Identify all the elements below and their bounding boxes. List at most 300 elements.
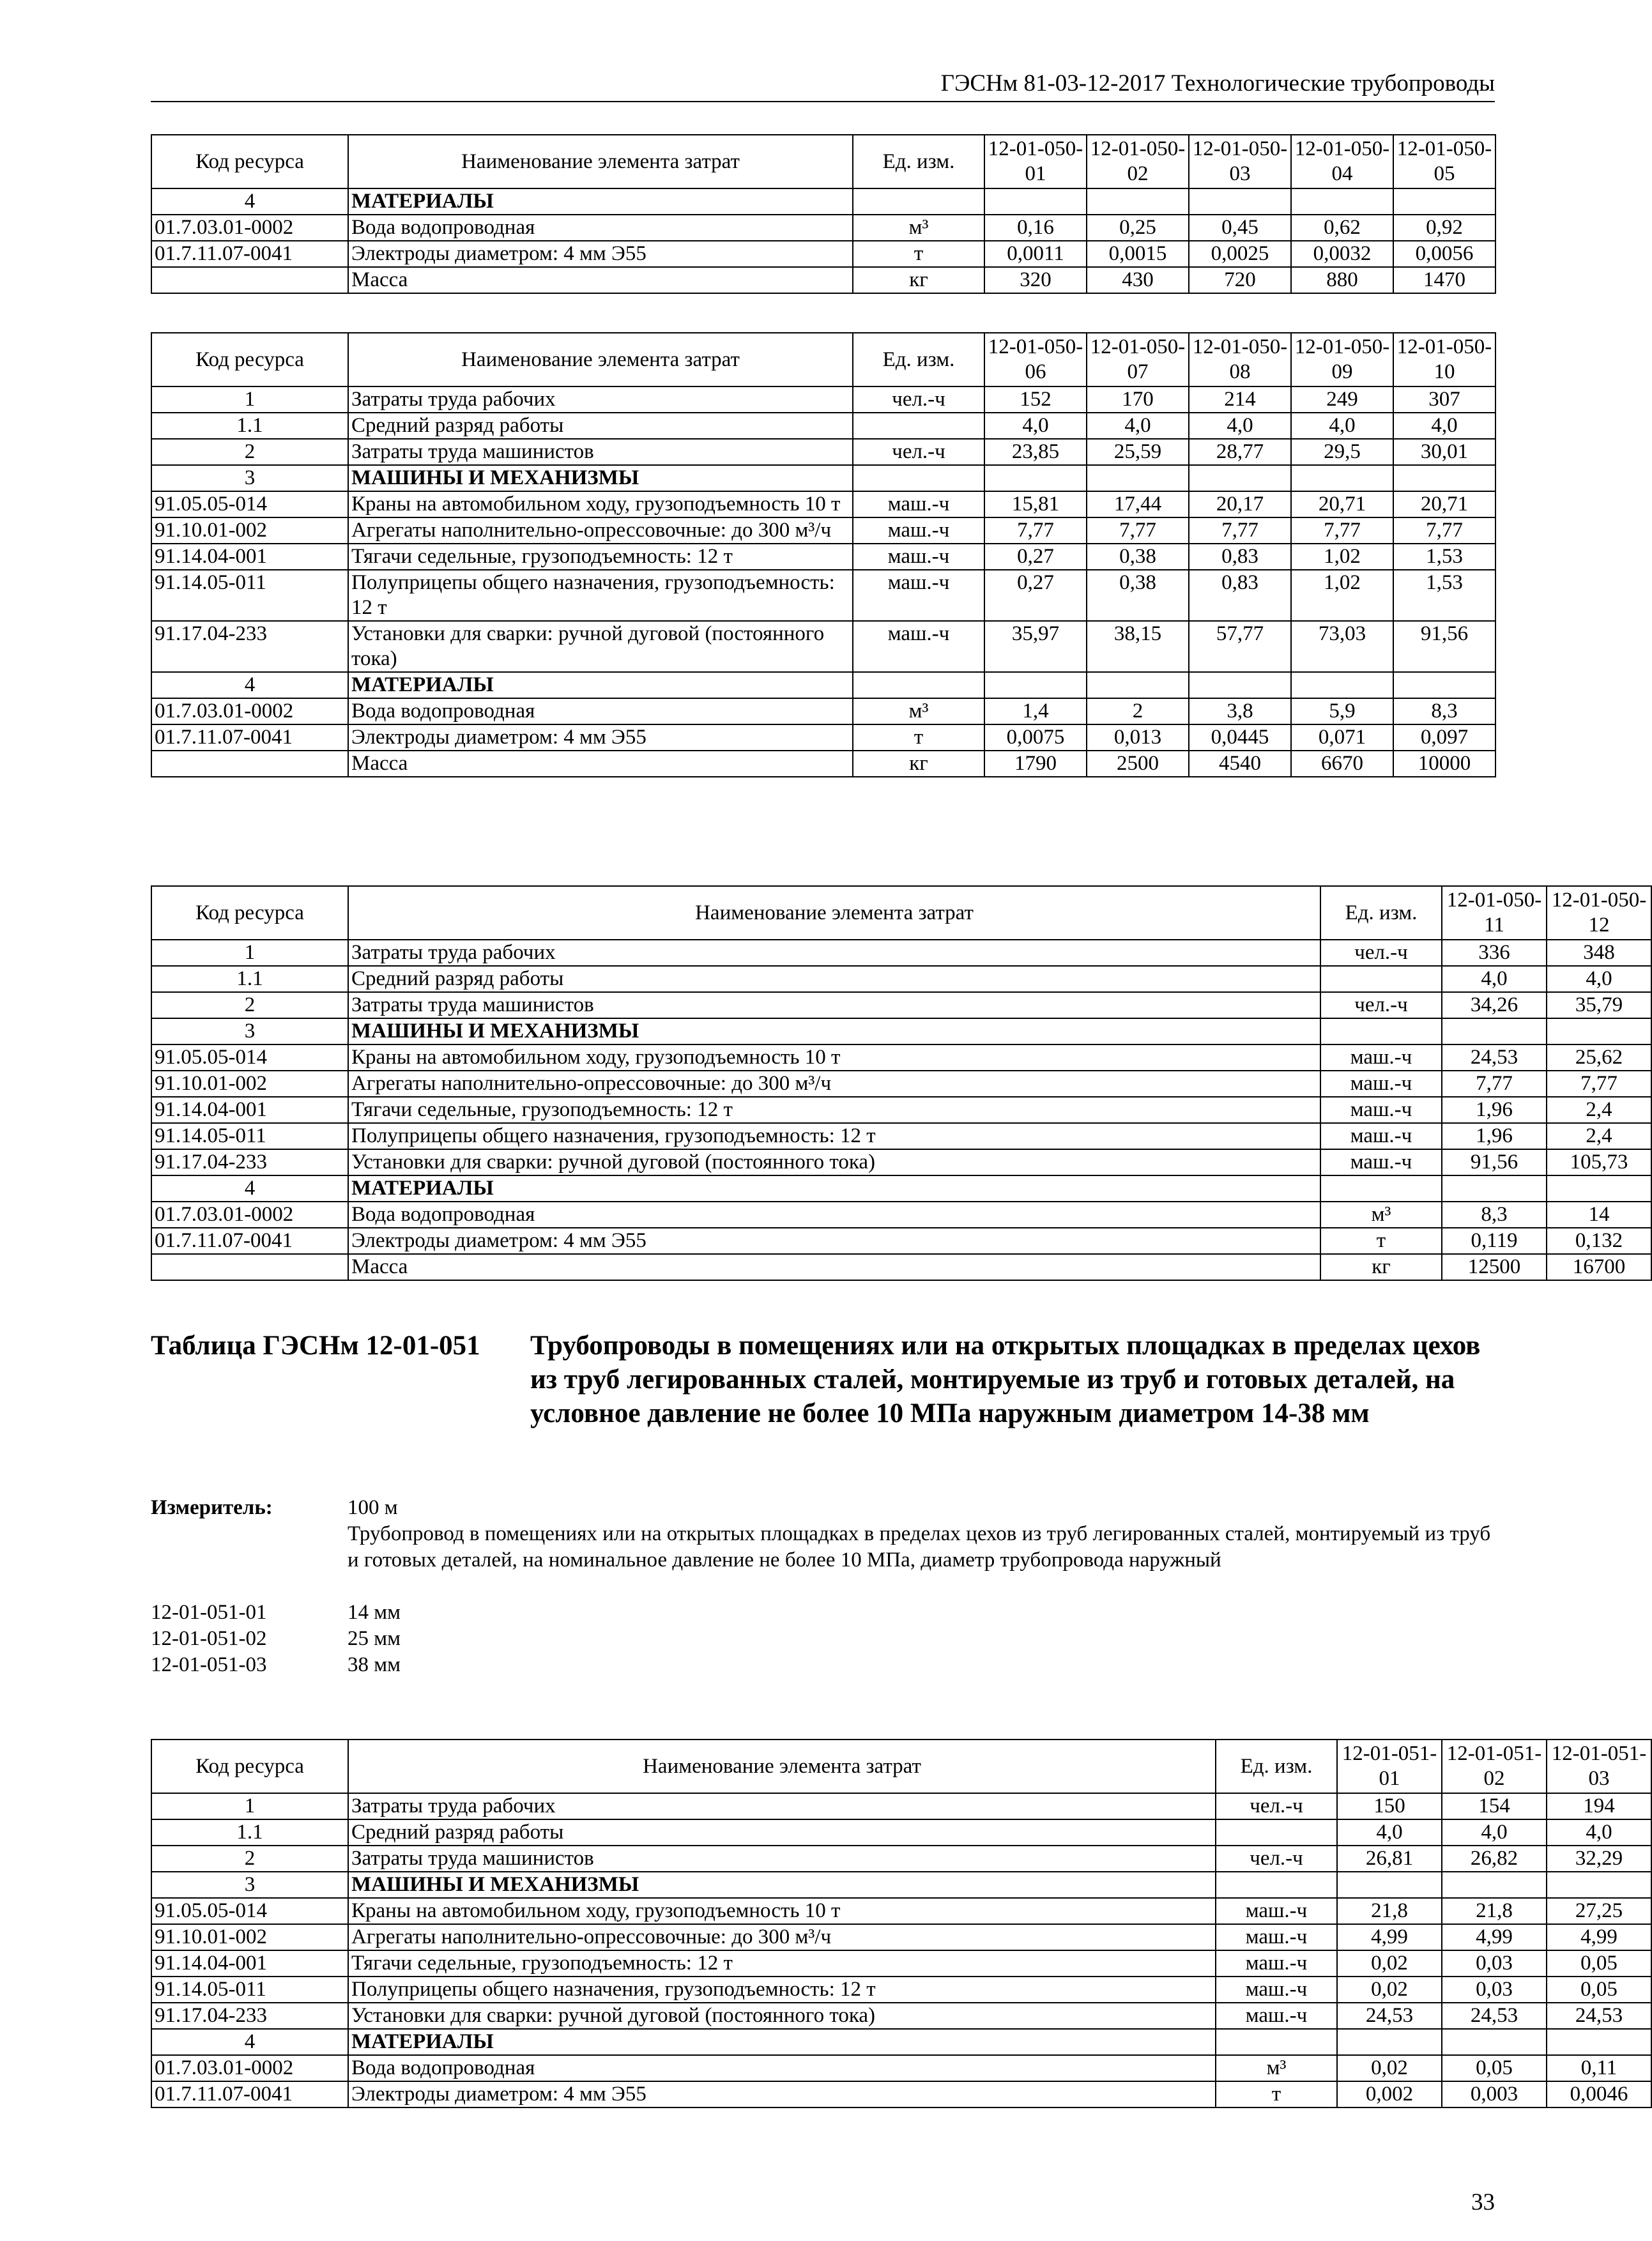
col-header-code-number: 12-01-050-10 — [1393, 333, 1495, 386]
row-value: 0,83 — [1189, 544, 1291, 570]
row-name: Краны на автомобильном ходу, грузоподъемность 10 т — [348, 491, 853, 517]
row-value: 0,16 — [984, 215, 1087, 241]
row-name: Средний разряд работы — [348, 1819, 1216, 1846]
row-code: 01.7.11.07-0041 — [151, 724, 348, 751]
row-code: 91.05.05-014 — [151, 1898, 348, 1924]
row-value: 25,59 — [1087, 439, 1189, 465]
row-value — [1393, 465, 1495, 491]
row-code: 01.7.03.01-0002 — [151, 2055, 348, 2081]
row-name: МАТЕРИАЛЫ — [348, 672, 853, 698]
row-value: 0,11 — [1547, 2055, 1651, 2081]
table-row — [151, 966, 1651, 992]
row-value: 0,0056 — [1393, 241, 1495, 267]
row-value: 4,0 — [1442, 966, 1547, 992]
table-row — [151, 491, 1495, 517]
table-row — [151, 413, 1495, 439]
row-unit: чел.-ч — [1216, 1846, 1337, 1872]
row-value: 105,73 — [1547, 1149, 1651, 1175]
table-row — [151, 1149, 1651, 1175]
row-name: Полуприцепы общего назначения, грузоподъемность: 12 т — [348, 1977, 1216, 2003]
row-unit: маш.-ч — [1216, 1977, 1337, 2003]
table-row — [151, 1123, 1651, 1149]
col-header-code-number: 12-01-050-02 — [1087, 135, 1189, 188]
row-value: 30,01 — [1393, 439, 1495, 465]
row-code: 91.10.01-002 — [151, 517, 348, 544]
row-value: 150 — [1337, 1793, 1442, 1819]
row-value: 73,03 — [1291, 621, 1393, 672]
col-header-code: Код ресурса — [151, 333, 348, 386]
table-row — [151, 724, 1495, 751]
row-value: 0,27 — [984, 544, 1087, 570]
row-value — [1393, 188, 1495, 215]
row-value — [1189, 465, 1291, 491]
meter-item-code: 12-01-051-02 — [151, 1627, 267, 1650]
table-row — [151, 1846, 1651, 1872]
row-unit: маш.-ч — [1216, 1898, 1337, 1924]
col-header-name: Наименование элемента затрат — [348, 135, 853, 188]
row-value: 32,29 — [1547, 1846, 1651, 1872]
meter-item-value: 25 мм — [348, 1627, 401, 1650]
row-value — [1393, 672, 1495, 698]
row-value: 20,71 — [1393, 491, 1495, 517]
row-value: 1,02 — [1291, 544, 1393, 570]
row-value: 0,119 — [1442, 1228, 1547, 1254]
row-value: 4,99 — [1442, 1924, 1547, 1950]
meter-label: Измеритель: — [151, 1496, 273, 1519]
col-header-code: Код ресурса — [151, 1740, 348, 1793]
row-value: 4,0 — [984, 413, 1087, 439]
row-value: 0,83 — [1189, 570, 1291, 621]
table-row — [151, 1071, 1651, 1097]
row-name: Агрегаты наполнительно-опрессовочные: до 300 м³/ч — [348, 1071, 1320, 1097]
row-unit: маш.-ч — [1320, 1123, 1442, 1149]
row-value: 0,002 — [1337, 2081, 1442, 2107]
row-name: Затраты труда машинистов — [348, 439, 853, 465]
row-value: 170 — [1087, 386, 1189, 413]
row-unit — [853, 413, 984, 439]
col-header-code-number: 12-01-050-07 — [1087, 333, 1189, 386]
row-code: 91.14.04-001 — [151, 544, 348, 570]
row-value: 0,0075 — [984, 724, 1087, 751]
row-value: 25,62 — [1547, 1044, 1651, 1071]
meter-block — [151, 1495, 1495, 1678]
table-row — [151, 1228, 1651, 1254]
row-name: Масса — [348, 267, 853, 293]
row-value: 0,013 — [1087, 724, 1189, 751]
row-unit: маш.-ч — [1320, 1097, 1442, 1123]
table-row — [151, 1097, 1651, 1123]
row-unit: маш.-ч — [853, 491, 984, 517]
cost-table-050-06-10 — [151, 332, 1496, 777]
row-code: 4 — [151, 672, 348, 698]
row-value: 0,25 — [1087, 215, 1189, 241]
row-unit — [1320, 1175, 1442, 1202]
cost-table-050-01-05 — [151, 134, 1496, 294]
row-value: 214 — [1189, 386, 1291, 413]
row-value: 0,05 — [1547, 1977, 1651, 2003]
row-name: Полуприцепы общего назначения, грузоподъемность: 12 т — [348, 1123, 1320, 1149]
row-code: 91.14.05-011 — [151, 1977, 348, 2003]
row-unit: чел.-ч — [1216, 1793, 1337, 1819]
row-value: 4,0 — [1393, 413, 1495, 439]
row-value: 7,77 — [1547, 1071, 1651, 1097]
row-value: 15,81 — [984, 491, 1087, 517]
col-header-code-number: 12-01-051-02 — [1442, 1740, 1547, 1793]
row-code: 3 — [151, 1872, 348, 1898]
row-code: 91.05.05-014 — [151, 491, 348, 517]
row-name: Агрегаты наполнительно-опрессовочные: до 300 м³/ч — [348, 517, 853, 544]
row-unit — [1320, 1018, 1442, 1044]
row-value: 20,71 — [1291, 491, 1393, 517]
row-name: МАШИНЫ И МЕХАНИЗМЫ — [348, 1018, 1320, 1044]
row-code: 01.7.03.01-0002 — [151, 1202, 348, 1228]
row-value: 336 — [1442, 940, 1547, 966]
row-value: 4,0 — [1337, 1819, 1442, 1846]
row-value: 0,0046 — [1547, 2081, 1651, 2107]
row-unit: чел.-ч — [853, 439, 984, 465]
row-value: 1470 — [1393, 267, 1495, 293]
row-value: 0,097 — [1393, 724, 1495, 751]
row-code: 91.14.05-011 — [151, 570, 348, 621]
table-row — [151, 2029, 1651, 2055]
table-row — [151, 992, 1651, 1018]
row-value: 4,0 — [1087, 413, 1189, 439]
row-code: 91.17.04-233 — [151, 621, 348, 672]
cost-table-050-11-12 — [151, 885, 1652, 1281]
row-unit — [1216, 1872, 1337, 1898]
row-value: 1,53 — [1393, 570, 1495, 621]
row-name: Затраты труда машинистов — [348, 992, 1320, 1018]
row-name: Тягачи седельные, грузоподъемность: 12 т — [348, 1097, 1320, 1123]
row-code: 1 — [151, 386, 348, 413]
row-name: Агрегаты наполнительно-опрессовочные: до 300 м³/ч — [348, 1924, 1216, 1950]
row-code: 3 — [151, 465, 348, 491]
row-unit: т — [1216, 2081, 1337, 2107]
row-value: 26,82 — [1442, 1846, 1547, 1872]
row-name: МАТЕРИАЛЫ — [348, 188, 853, 215]
row-value: 0,45 — [1189, 215, 1291, 241]
page-number: 33 — [1471, 2189, 1495, 2215]
row-unit: маш.-ч — [1216, 2003, 1337, 2029]
table-row — [151, 1202, 1651, 1228]
col-header-unit: Ед. изм. — [1216, 1740, 1337, 1793]
table-row — [151, 621, 1495, 672]
row-code: 3 — [151, 1018, 348, 1044]
row-value: 4,0 — [1547, 966, 1651, 992]
row-value: 4,0 — [1547, 1819, 1651, 1846]
row-name: МАШИНЫ И МЕХАНИЗМЫ — [348, 465, 853, 491]
table-row — [151, 544, 1495, 570]
row-name: Полуприцепы общего назначения, грузоподъемность: 12 т — [348, 570, 853, 621]
row-name: Средний разряд работы — [348, 966, 1320, 992]
row-value: 0,0445 — [1189, 724, 1291, 751]
row-value: 1,4 — [984, 698, 1087, 724]
table-row — [151, 2003, 1651, 2029]
row-value: 1,53 — [1393, 544, 1495, 570]
row-value: 5,9 — [1291, 698, 1393, 724]
row-name: МАТЕРИАЛЫ — [348, 2029, 1216, 2055]
row-value — [1547, 1018, 1651, 1044]
row-unit: маш.-ч — [853, 544, 984, 570]
col-header-name: Наименование элемента затрат — [348, 1740, 1216, 1793]
row-value: 2,4 — [1547, 1097, 1651, 1123]
row-value: 4,99 — [1547, 1924, 1651, 1950]
row-unit: маш.-ч — [1320, 1044, 1442, 1071]
row-value: 23,85 — [984, 439, 1087, 465]
row-value — [1442, 2029, 1547, 2055]
row-value: 0,02 — [1337, 1950, 1442, 1977]
row-code: 01.7.11.07-0041 — [151, 2081, 348, 2107]
row-code: 1 — [151, 1793, 348, 1819]
row-code: 4 — [151, 1175, 348, 1202]
row-value: 0,02 — [1337, 2055, 1442, 2081]
row-value — [1547, 2029, 1651, 2055]
row-value: 0,38 — [1087, 570, 1189, 621]
row-code: 91.17.04-233 — [151, 2003, 348, 2029]
row-code: 01.7.03.01-0002 — [151, 698, 348, 724]
row-unit — [853, 465, 984, 491]
col-header-code-number: 12-01-050-05 — [1393, 135, 1495, 188]
row-value — [1087, 465, 1189, 491]
row-value: 8,3 — [1442, 1202, 1547, 1228]
row-value — [1442, 1018, 1547, 1044]
row-value: 4,0 — [1291, 413, 1393, 439]
row-name: Затраты труда рабочих — [348, 386, 853, 413]
table-row — [151, 188, 1495, 215]
table-row — [151, 1044, 1651, 1071]
row-name: Затраты труда машинистов — [348, 1846, 1216, 1872]
row-value: 0,0025 — [1189, 241, 1291, 267]
row-code: 1 — [151, 940, 348, 966]
table-title-name: Таблица ГЭСНм 12-01-051 — [151, 1331, 480, 1361]
meter-item-code: 12-01-051-03 — [151, 1653, 267, 1676]
row-value — [984, 188, 1087, 215]
table-title-description: Трубопроводы в помещениях или на открытых площадках в пределах цехов из труб легированных сталей, монтируемые из труб и готовых деталей, на условное давление не более 10 МПа наружным диаметром 14-38 мм — [530, 1331, 1481, 1428]
table-row — [151, 241, 1495, 267]
col-header-code-number: 12-01-050-12 — [1547, 886, 1651, 940]
table-row — [151, 1793, 1651, 1819]
row-code: 2 — [151, 1846, 348, 1872]
row-value: 21,8 — [1442, 1898, 1547, 1924]
row-code: 4 — [151, 2029, 348, 2055]
col-header-code: Код ресурса — [151, 886, 348, 940]
table-row — [151, 570, 1495, 621]
cost-table-051-01-03 — [151, 1739, 1652, 2108]
row-value: 249 — [1291, 386, 1393, 413]
row-code: 4 — [151, 188, 348, 215]
row-unit — [1216, 2029, 1337, 2055]
row-value: 34,26 — [1442, 992, 1547, 1018]
row-name: МАШИНЫ И МЕХАНИЗМЫ — [348, 1872, 1216, 1898]
row-code — [151, 267, 348, 293]
row-value: 152 — [984, 386, 1087, 413]
col-header-unit: Ед. изм. — [853, 135, 984, 188]
table-row — [151, 1950, 1651, 1977]
row-value — [1547, 1872, 1651, 1898]
col-header-code-number: 12-01-050-09 — [1291, 333, 1393, 386]
table-row — [151, 1898, 1651, 1924]
row-value: 0,38 — [1087, 544, 1189, 570]
row-value: 7,77 — [984, 517, 1087, 544]
row-value: 7,77 — [1393, 517, 1495, 544]
table-row — [151, 698, 1495, 724]
table-row — [151, 1254, 1651, 1280]
row-value: 194 — [1547, 1793, 1651, 1819]
row-value — [1291, 465, 1393, 491]
meter-item-value: 14 мм — [348, 1601, 401, 1624]
row-code — [151, 1254, 348, 1280]
page-header: ГЭСНм 81-03-12-2017 Технологические трубопроводы — [151, 69, 1495, 102]
row-value: 1,96 — [1442, 1123, 1547, 1149]
row-unit: м³ — [853, 215, 984, 241]
row-value — [1189, 672, 1291, 698]
row-value: 27,25 — [1547, 1898, 1651, 1924]
row-value: 4,0 — [1189, 413, 1291, 439]
row-name: Вода водопроводная — [348, 2055, 1216, 2081]
row-code — [151, 751, 348, 777]
meter-item-code: 12-01-051-01 — [151, 1601, 267, 1624]
row-value: 0,05 — [1442, 2055, 1547, 2081]
row-name: Тягачи седельные, грузоподъемность: 12 т — [348, 1950, 1216, 1977]
row-value: 38,15 — [1087, 621, 1189, 672]
meter-value: 100 м — [348, 1496, 398, 1519]
row-value: 0,03 — [1442, 1977, 1547, 2003]
row-unit: маш.-ч — [853, 517, 984, 544]
row-value: 1790 — [984, 751, 1087, 777]
col-header-code: Код ресурса — [151, 135, 348, 188]
row-unit: чел.-ч — [1320, 992, 1442, 1018]
table-row — [151, 1819, 1651, 1846]
row-value: 0,071 — [1291, 724, 1393, 751]
table-row — [151, 1175, 1651, 1202]
col-header-unit: Ед. изм. — [1320, 886, 1442, 940]
row-value — [1189, 188, 1291, 215]
col-header-name: Наименование элемента затрат — [348, 333, 853, 386]
row-name: Затраты труда рабочих — [348, 1793, 1216, 1819]
row-name: Электроды диаметром: 4 мм Э55 — [348, 724, 853, 751]
col-header-code-number: 12-01-050-11 — [1442, 886, 1547, 940]
row-value: 0,0011 — [984, 241, 1087, 267]
row-value: 91,56 — [1442, 1149, 1547, 1175]
meter-description: Трубопровод в помещениях или на открытых площадках в пределах цехов из труб легированных сталей, монтируемый из труб и готовых деталей, на номинальное давление не более 10 МПа, диаметр трубопровода наружный — [348, 1522, 1491, 1572]
row-name: Затраты труда рабочих — [348, 940, 1320, 966]
row-code: 1.1 — [151, 1819, 348, 1846]
row-code: 1.1 — [151, 966, 348, 992]
row-unit: маш.-ч — [1320, 1071, 1442, 1097]
row-code: 1.1 — [151, 413, 348, 439]
table-row — [151, 439, 1495, 465]
row-value: 57,77 — [1189, 621, 1291, 672]
table-row — [151, 215, 1495, 241]
row-value — [1337, 1872, 1442, 1898]
table-row — [151, 386, 1495, 413]
row-value: 0,05 — [1547, 1950, 1651, 1977]
row-code: 91.14.04-001 — [151, 1950, 348, 1977]
row-name: Установки для сварки: ручной дуговой (постоянного тока) — [348, 2003, 1216, 2029]
row-name: Электроды диаметром: 4 мм Э55 — [348, 2081, 1216, 2107]
row-name: Масса — [348, 751, 853, 777]
row-value: 1,02 — [1291, 570, 1393, 621]
row-value — [984, 672, 1087, 698]
row-value — [1337, 2029, 1442, 2055]
row-name: Масса — [348, 1254, 1320, 1280]
row-value — [1291, 672, 1393, 698]
row-value: 0,27 — [984, 570, 1087, 621]
row-value: 4540 — [1189, 751, 1291, 777]
meter-item-value: 38 мм — [348, 1653, 401, 1676]
row-code: 91.17.04-233 — [151, 1149, 348, 1175]
row-code: 91.10.01-002 — [151, 1071, 348, 1097]
table-row — [151, 2055, 1651, 2081]
row-value: 16700 — [1547, 1254, 1651, 1280]
row-value: 0,0032 — [1291, 241, 1393, 267]
row-name: Вода водопроводная — [348, 1202, 1320, 1228]
row-value: 1,96 — [1442, 1097, 1547, 1123]
row-value: 24,53 — [1337, 2003, 1442, 2029]
row-name: Средний разряд работы — [348, 413, 853, 439]
row-code: 91.05.05-014 — [151, 1044, 348, 1071]
col-header-code-number: 12-01-050-04 — [1291, 135, 1393, 188]
row-value: 20,17 — [1189, 491, 1291, 517]
row-code: 01.7.11.07-0041 — [151, 241, 348, 267]
col-header-name: Наименование элемента затрат — [348, 886, 1320, 940]
row-name: Установки для сварки: ручной дуговой (постоянного тока) — [348, 621, 853, 672]
row-code: 2 — [151, 439, 348, 465]
row-name: Краны на автомобильном ходу, грузоподъемность 10 т — [348, 1044, 1320, 1071]
row-value: 4,99 — [1337, 1924, 1442, 1950]
table-row — [151, 672, 1495, 698]
row-unit: маш.-ч — [853, 570, 984, 621]
row-value: 7,77 — [1189, 517, 1291, 544]
row-value: 35,97 — [984, 621, 1087, 672]
row-unit — [853, 188, 984, 215]
row-code: 91.14.05-011 — [151, 1123, 348, 1149]
row-unit: м³ — [1320, 1202, 1442, 1228]
row-code: 2 — [151, 992, 348, 1018]
col-header-code-number: 12-01-051-01 — [1337, 1740, 1442, 1793]
col-header-code-number: 12-01-051-03 — [1547, 1740, 1651, 1793]
row-value: 320 — [984, 267, 1087, 293]
row-unit: т — [1320, 1228, 1442, 1254]
row-value: 154 — [1442, 1793, 1547, 1819]
row-code: 01.7.03.01-0002 — [151, 215, 348, 241]
row-unit: кг — [853, 267, 984, 293]
row-value: 4,0 — [1442, 1819, 1547, 1846]
row-value: 29,5 — [1291, 439, 1393, 465]
row-value: 880 — [1291, 267, 1393, 293]
row-unit: м³ — [853, 698, 984, 724]
row-name: Установки для сварки: ручной дуговой (постоянного тока) — [348, 1149, 1320, 1175]
row-value: 24,53 — [1547, 2003, 1651, 2029]
row-value — [1087, 672, 1189, 698]
row-value: 7,77 — [1442, 1071, 1547, 1097]
row-value: 35,79 — [1547, 992, 1651, 1018]
row-unit: т — [853, 241, 984, 267]
row-value: 0,92 — [1393, 215, 1495, 241]
table-row — [151, 1977, 1651, 2003]
row-unit — [1216, 1819, 1337, 1846]
row-value — [1442, 1872, 1547, 1898]
col-header-code-number: 12-01-050-01 — [984, 135, 1087, 188]
row-value: 0,0015 — [1087, 241, 1189, 267]
row-unit: маш.-ч — [1320, 1149, 1442, 1175]
row-unit: м³ — [1216, 2055, 1337, 2081]
row-value: 0,62 — [1291, 215, 1393, 241]
row-unit: чел.-ч — [1320, 940, 1442, 966]
row-unit — [853, 672, 984, 698]
table-row — [151, 465, 1495, 491]
row-value: 24,53 — [1442, 1044, 1547, 1071]
